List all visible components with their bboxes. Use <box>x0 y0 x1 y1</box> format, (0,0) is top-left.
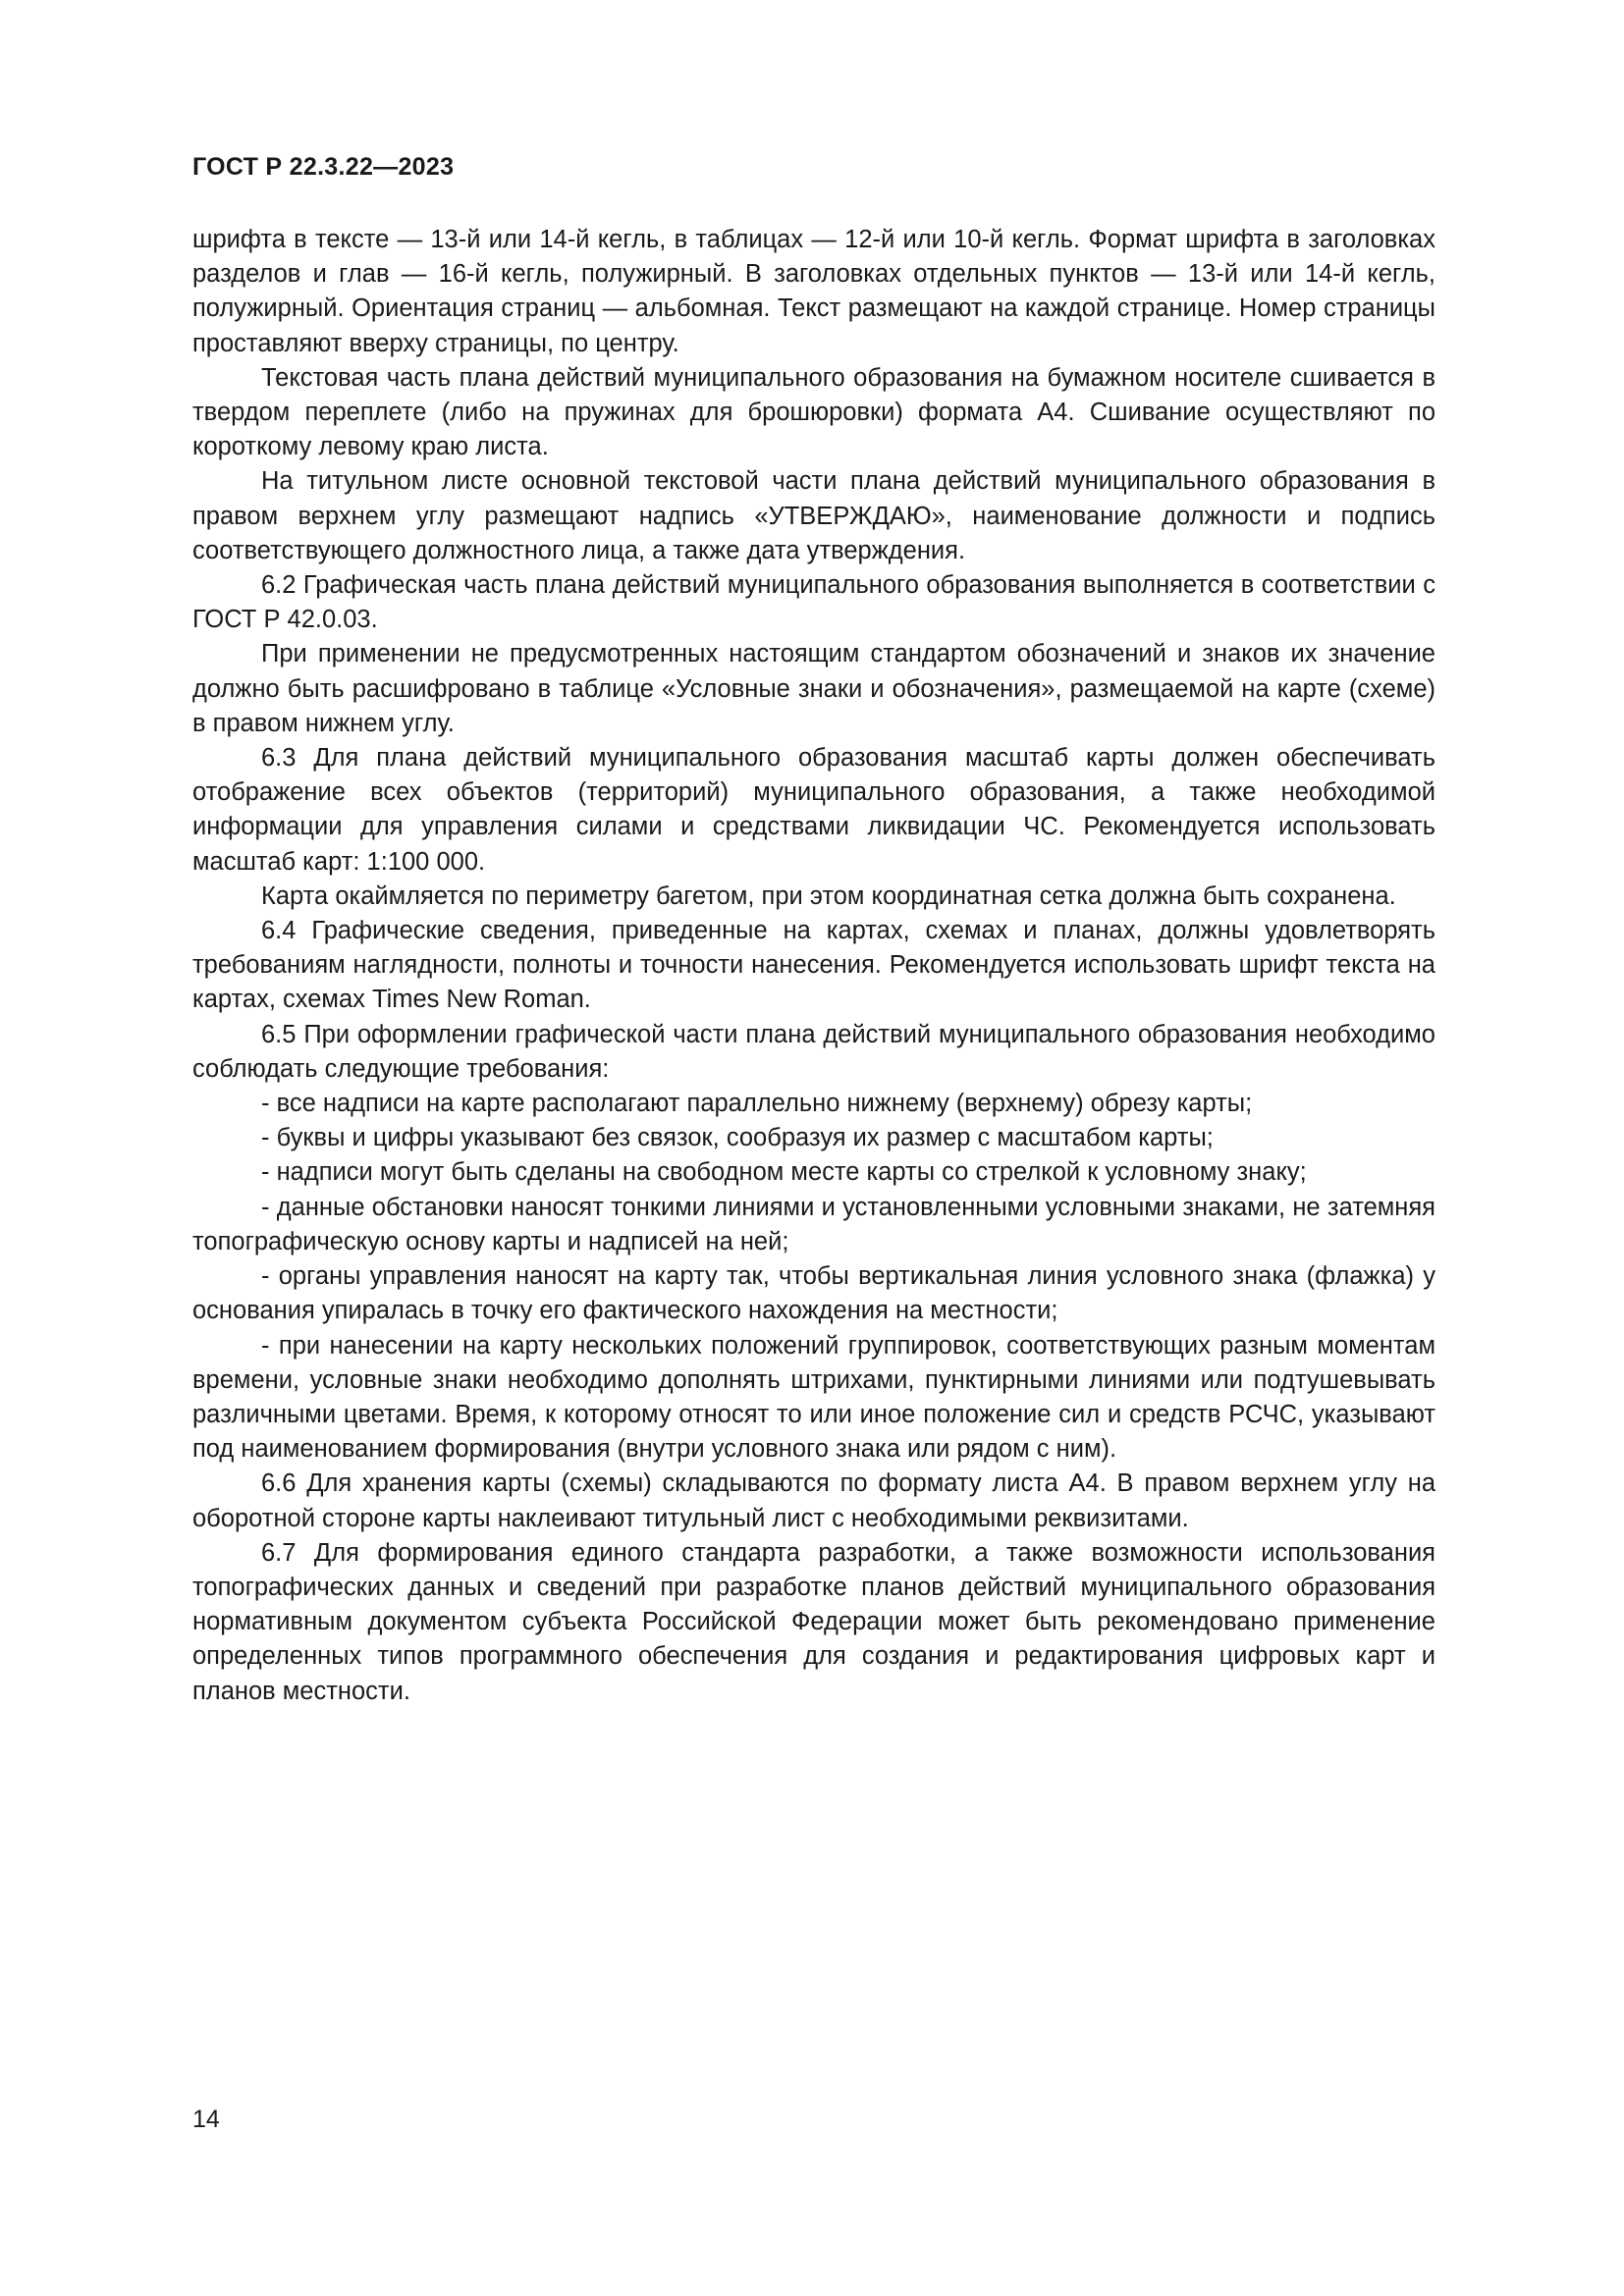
paragraph: Карта окаймляется по периметру багетом, при этом координатная сетка должна быть сохранена. <box>261 881 1396 910</box>
list-item: - данные обстановки наносят тонкими линиями и установленными условными знаками, не затемняя топографическую основу карты и надписей на ней; <box>192 1193 1435 1255</box>
page-number: 14 <box>192 2106 220 2133</box>
document-body <box>192 223 1435 1709</box>
paragraph: 6.3 Для плана действий муниципального образования масштаб карты должен обеспечивать отображение всех объектов (территорий) муниципального образования, а также необходимой информации для управления силами и средствами ликвидации ЧС. Рекомендуется использовать масштаб карт: 1:100 000. <box>192 744 1435 876</box>
list-item: - все надписи на карте располагают параллельно нижнему (верхнему) обрезу карты; <box>261 1090 1253 1118</box>
paragraph: 6.5 При оформлении графической части плана действий муниципального образования необходимо соблюдать следующие требования: <box>192 1020 1435 1083</box>
paragraph: шрифта в тексте — 13-й или 14-й кегль, в таблицах — 12-й или 10-й кегль. Формат шрифта в заголовках разделов и глав — 16-й кегль, полужирный. В заголовках отдельных пунктов — 13-й или 14-й кегль, полужирный. Ориентация страниц — альбомная. Текст размещают на каждой странице. Номер страницы проставляют вверху страницы, по центру. <box>192 226 1435 357</box>
paragraph: Текстовая часть плана действий муниципального образования на бумажном носителе сшивается в твердом переплете (либо на пружинах для брошюровки) формата А4. Сшивание осуществляют по короткому левому краю листа. <box>192 363 1435 461</box>
paragraph: 6.7 Для формирования единого стандарта разработки, а также возможности использования топографических данных и сведений при разработке планов действий муниципального образования нормативным документом субъекта Российской Федерации может быть рекомендовано применение определенных типов программного обеспечения для создания и редактирования цифровых карт и планов местности. <box>192 1538 1435 1705</box>
paragraph: 6.2 Графическая часть плана действий муниципального образования выполняется в соответствии с ГОСТ Р 42.0.03. <box>192 571 1435 634</box>
list-item: - надписи могут быть сделаны на свободном месте карты со стрелкой к условному знаку; <box>261 1158 1307 1187</box>
list-item: - при нанесении на карту нескольких положений группировок, соответствующих разным моментам времени, условные знаки необходимо дополнять штрихами, пунктирными линиями или подтушевывать различными цветами. Время, к которому относят то или иное положение сил и средств РСЧС, указывают под наименованием формирования (внутри условного знака или рядом с ним). <box>192 1331 1435 1464</box>
list-item: - буквы и цифры указывают без связок, сообразуя их размер с масштабом карты; <box>261 1124 1214 1152</box>
list-item: - органы управления наносят на карту так, чтобы вертикальная линия условного знака (флажка) у основания упиралась в точку его фактического нахождения на местности; <box>192 1262 1435 1325</box>
paragraph: На титульном листе основной текстовой части плана действий муниципального образования в правом верхнем углу размещают надпись «УТВЕРЖДАЮ», наименование должности и подпись соответствующего должностного лица, а также дата утверждения. <box>192 467 1435 564</box>
document-header: ГОСТ Р 22.3.22—2023 <box>192 153 455 181</box>
paragraph: 6.6 Для хранения карты (схемы) складываются по формату листа А4. В правом верхнем углу на оборотной стороне карты наклеивают титульный лист с необходимыми реквизитами. <box>192 1469 1435 1532</box>
paragraph: При применении не предусмотренных настоящим стандартом обозначений и знаков их значение должно быть расшифровано в таблице «Условные знаки и обозначения», размещаемой на карте (схеме) в правом нижнем углу. <box>192 640 1435 737</box>
paragraph: 6.4 Графические сведения, приведенные на картах, схемах и планах, должны удовлетворять требованиям наглядности, полноты и точности нанесения. Рекомендуется использовать шрифт текста на картах, схемах Times New Roman. <box>192 917 1435 1014</box>
